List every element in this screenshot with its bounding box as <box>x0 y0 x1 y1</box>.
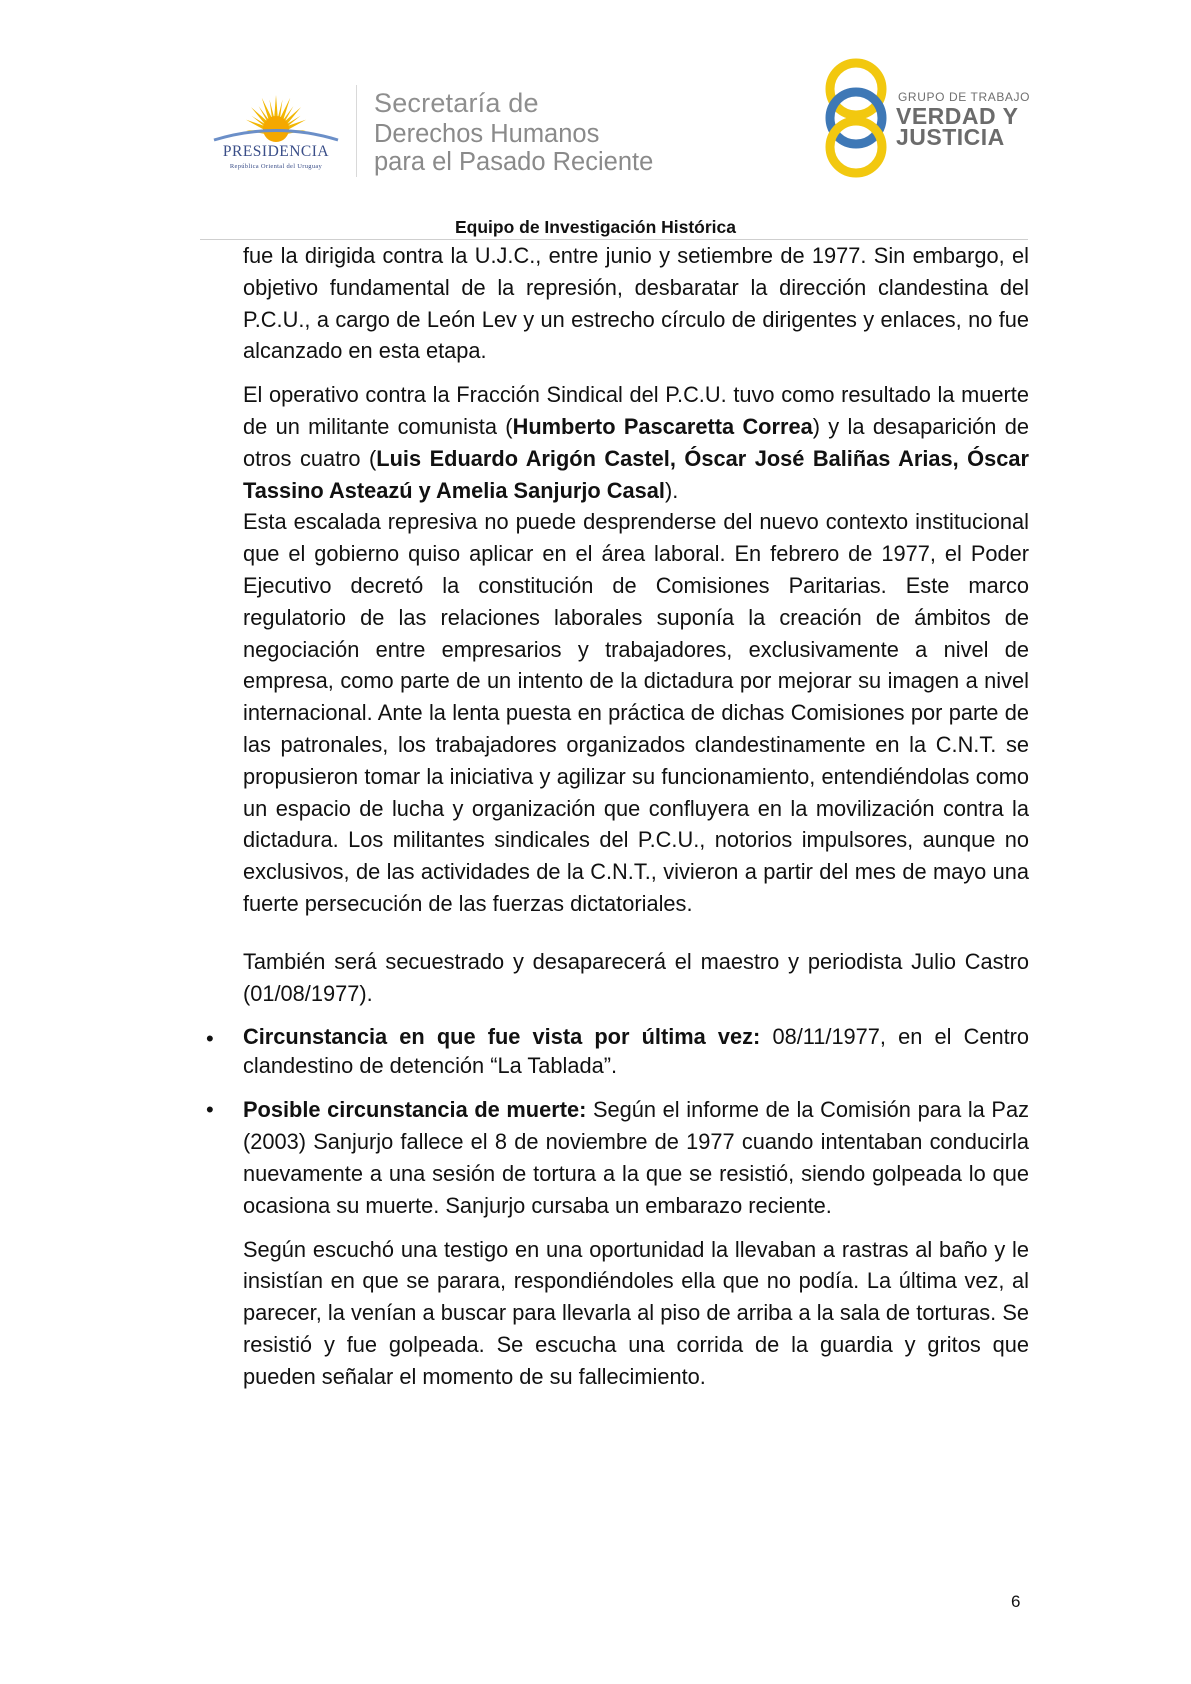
list-item <box>206 1023 1030 1080</box>
secretaria-line-3: para el Pasado Reciente <box>374 147 654 176</box>
list-item-value: 08/11/1977, en el Centro clandestino de detención “La Tablada”. <box>243 1024 1030 1078</box>
paragraph-5: Según escuchó una testigo en una oportunidad la llevaban a rastras al baño y le insistían en que se parara, respondiéndoles ella que no podía. La última vez, al parecer, la venían a buscar para llevarla al piso de arriba a la sala de torturas. Se resistió y fue golpeada. Se escucha una corrida de la guardia y gritos que pueden señalar el momento de su fallecimiento. <box>243 1236 1029 1389</box>
paragraph-3: Esta escalada represiva no puede desprenderse del nuevo contexto institucional que el gobierno quiso aplicar en el área laboral. En febrero de 1977, el Poder Ejecutivo decretó la constitución de Comisiones Paritarias. Este marco regulatorio de las relaciones laborales suponía la creación de ámbitos de negociación entre empresarios y trabajadores, exclusivamente a nivel de empresa, como parte de un intento de la dictadura por mejorar su imagen a nivel internacional. Ante la lenta puesta en práctica de dichas Comisiones por parte de las patronales, los trabajadores organizados clandestinamente en la C.N.T. se propusieron tomar la iniciativa y agilizar su funcionamiento, entendiéndolas como un espacio de lucha y organización que confluyera en la movilización contra la dictadura. Los militantes sindicales del P.C.U., notorios impulsores, aunque no exclusivos, de las actividades de la C.N.T., vivieron a partir del mes de mayo una fuerte persecución de las fuerzas dictatoriales. <box>243 509 1029 916</box>
disappeared-names-bold: Luis Eduardo Arigón Castel, Óscar José Baliñas Arias, Óscar Tassino Asteazú y Amelia Sanjurjo Casal <box>243 445 1029 503</box>
document-body <box>206 240 1030 1393</box>
paragraph-2 <box>243 379 1029 506</box>
list-item-label: Posible circunstancia de muerte: <box>243 1097 587 1123</box>
bullet-icon: • <box>206 1026 214 1052</box>
interlocked-rings-icon <box>820 55 892 181</box>
victim-name-bold: Humberto Pascaretta Correa <box>512 413 813 439</box>
paragraph-2-text-c: ) y la desaparición de otros cuatro ( <box>243 413 1029 471</box>
list-item <box>206 1094 1029 1221</box>
paragraph-1: fue la dirigida contra la U.J.C., entre junio y setiembre de 1977. Sin embargo, el objetivo fundamental de la represión, desbaratar la dirección clandestina del P.C.U., a cargo de León Lev y un estrecho círculo de dirigentes y enlaces, no fue alcanzado en esta etapa. <box>243 243 1029 364</box>
paragraph-2-text-a: El operativo contra la Fracción Sindical del P.C.U. tuvo como resultado la muerte de un militante comunista ( <box>243 382 1029 439</box>
header-divider <box>356 85 357 177</box>
bullet-icon: • <box>206 1097 214 1123</box>
paragraph-4: También será secuestrado y desaparecerá el maestro y periodista Julio Castro (01/08/1977). <box>243 948 1029 1006</box>
grupo-trabajo-label: GRUPO DE TRABAJO <box>898 90 1031 104</box>
secretaria-logo-text <box>374 90 653 175</box>
secretaria-line-1: Secretaría de <box>374 88 539 118</box>
page-header <box>0 0 1191 240</box>
list-item-label: Circunstancia en que fue vista por última vez: <box>243 1024 761 1050</box>
presidencia-name: PRESIDENCIA <box>222 143 330 160</box>
list-item-text <box>243 1023 1029 1080</box>
grupo-title-line-1: VERDAD Y <box>896 103 1019 129</box>
presidencia-subtitle: República Oriental del Uruguay <box>229 163 323 170</box>
secretaria-line-2: Derechos Humanos <box>374 120 600 148</box>
paragraph-2-text-e: ). <box>664 477 679 503</box>
grupo-title-line-2: JUSTICIA <box>896 124 1005 150</box>
team-title: Equipo de Investigación Histórica <box>454 217 737 237</box>
list-item-value: Según el informe de la Comisión para la Paz (2003) Sanjurjo fallece el 8 de noviembre de 1977 cuando intentaban conducirla nuevamente a una sesión de tortura a la que se resistió, siendo golpeada lo que ocasiona su muerte. Sanjurjo cursaba un embarazo reciente. <box>243 1097 1029 1218</box>
list-item-text <box>243 1094 1029 1221</box>
page-number: 6 <box>1011 1592 1021 1611</box>
